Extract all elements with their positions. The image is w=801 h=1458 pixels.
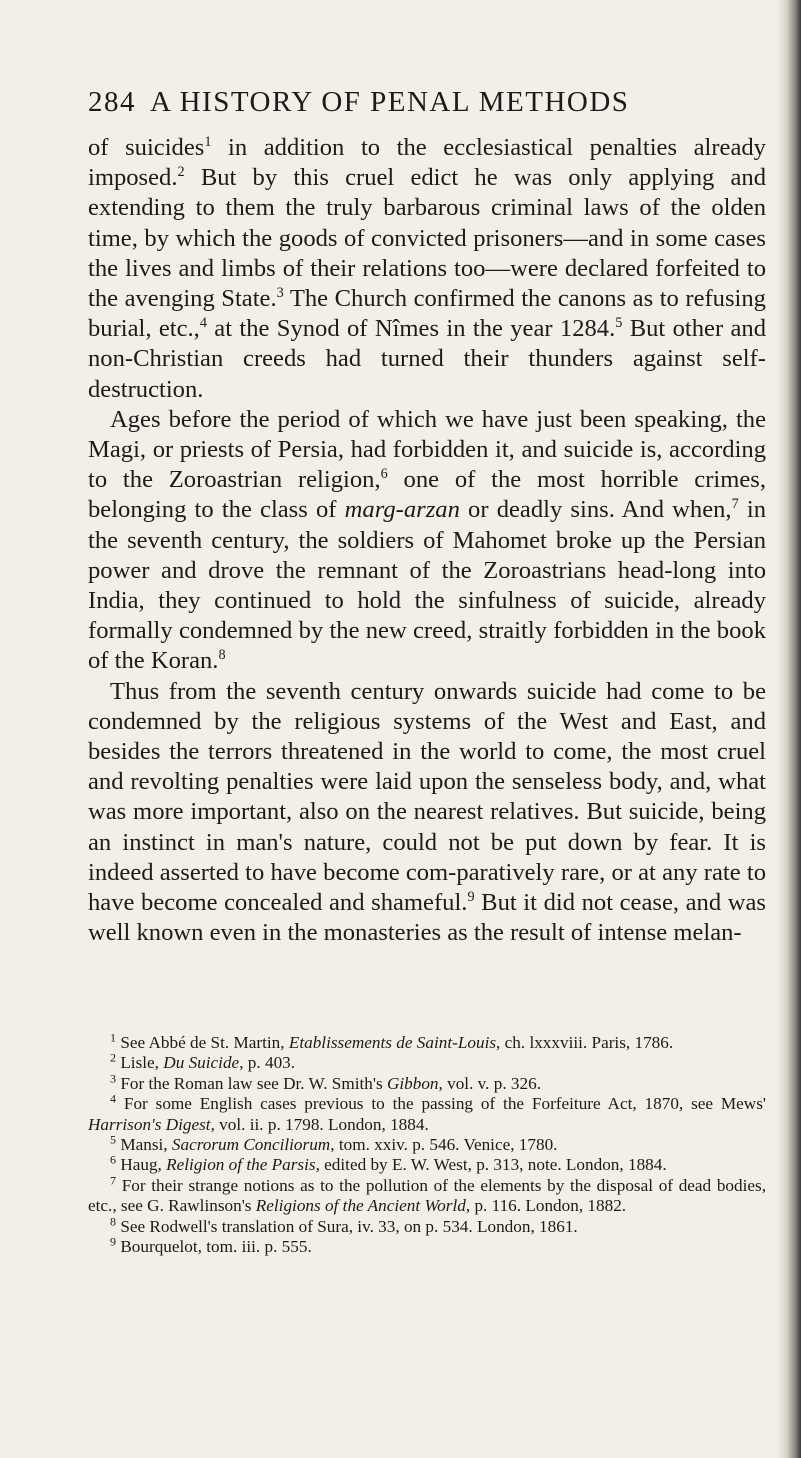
work-title: Gibbon [386, 1073, 439, 1093]
text-run: Lisle, [120, 1053, 164, 1073]
paragraph-3 [88, 677, 766, 949]
footnote-ref: 7 [731, 496, 739, 513]
footnote [88, 1152, 766, 1175]
text-run: , vol. ii. p. 1798. London, 1884. [210, 1114, 429, 1134]
text-run: See Abbé de St. Martin, [120, 1033, 289, 1052]
footnote [88, 1173, 767, 1217]
text-run: in the seventh century, the soldiers of Mahomet broke up the Persian power and drove the remnant of the Zoroastrians head-long into India, they continued to hold the sinfulness of suicide, already formally condemned by the new creed, straitly forbidden in the book of the Koran. [88, 496, 766, 675]
footnote-ref: 5 [615, 315, 623, 332]
text-run: For the Roman law see Dr. W. Smith's [120, 1073, 387, 1093]
footnote-number: 1 [110, 1030, 117, 1045]
text-run: Ages before the period of which we have just been speaking, the Magi, or priests of Persia, had forbidden it, and suicide is, according to the Zoroastrian religion, [88, 405, 766, 494]
running-header [88, 86, 748, 119]
footnote-number: 7 [110, 1173, 117, 1188]
work-title: Religions of the Ancient World [255, 1196, 466, 1216]
text-run: Haug, [120, 1155, 167, 1175]
footnote-ref: 2 [177, 164, 185, 181]
footnote-number: 5 [110, 1132, 117, 1147]
running-title: A HISTORY OF PENAL METHODS [150, 86, 630, 118]
text-run: But other and non-Christian creeds had turned their thunders against self-destruction. [88, 315, 767, 403]
footnote-ref: 3 [276, 284, 284, 301]
footnote [88, 1234, 766, 1257]
footnote-number: 8 [110, 1213, 117, 1228]
footnote-ref: 8 [218, 647, 226, 664]
work-title: Religion of the Parsis [166, 1155, 316, 1175]
text-run: Bourquelot, tom. iii. p. 555. [120, 1237, 312, 1257]
italic-term: marg-arzan [344, 496, 460, 524]
text-run: at the Synod of Nîmes in the year 1284. [206, 315, 616, 343]
text-run: Thus from the seventh century onwards suicide had come to be condemned by the religious systems of the West and East, and besides the terrors threatened in the world to come, the most cruel and revolting penalties were laid upon the senseless body, and, what was more important, also on the nearest relatives. But suicide, being an instinct in man's nature, could not be put down by fear. It is indeed asserted to have become com-paratively rare, or at any rate to have become concealed and shameful. [88, 677, 766, 917]
work-title: Du Suicide [163, 1053, 240, 1073]
footnote [88, 1071, 766, 1094]
text-run: But it did not cease, and was well known even in the monasteries as the result of intense melan- [88, 889, 766, 947]
text-run: The Church confirmed the canons as to refusing burial, etc., [88, 285, 766, 343]
footnote-ref: 1 [204, 133, 212, 150]
footnote-number: 6 [110, 1152, 117, 1167]
footnote-number: 3 [110, 1071, 117, 1086]
text-run: See Rodwell's translation of Sura, iv. 33, on p. 534. London, 1861. [120, 1216, 578, 1236]
footnote-ref: 6 [380, 466, 388, 483]
text-run: Mansi, [120, 1135, 172, 1155]
footnote [88, 1213, 766, 1237]
work-title: Harrison's Digest [88, 1114, 211, 1134]
footnotes [88, 1030, 767, 1257]
footnote [88, 1132, 766, 1155]
text-run: , tom. xxiv. p. 546. Venice, 1780. [330, 1135, 558, 1155]
text-run: one of the most horrible crimes, belonging to the class of [88, 466, 766, 524]
text-run: , p. 116. London, 1882. [465, 1196, 627, 1216]
work-title: Sacrorum Conciliorum [171, 1135, 331, 1155]
footnote [88, 1091, 766, 1135]
text-run: But by this cruel edict he was only applying and extending to them the truly barbarous criminal laws of the olden time, by which the goods of convicted prisoners—and in some cases the lives and limbs of their relations too—were declared forfeited to the avenging State. [88, 164, 766, 313]
footnote [88, 1050, 766, 1073]
footnote-number: 2 [110, 1050, 117, 1065]
text-run: or deadly sins. And when, [459, 496, 732, 524]
text-run: For some English cases previous to the passing of the Forfeiture Act, 1870, see Mews' [123, 1094, 766, 1114]
footnote-number: 4 [110, 1091, 117, 1106]
paragraph-2 [88, 405, 766, 677]
text-run: , vol. v. p. 326. [438, 1073, 542, 1093]
footnote [88, 1030, 766, 1053]
text-run: of suicides [88, 134, 205, 161]
footnote-number: 9 [110, 1234, 117, 1249]
text-run: , p. 403. [239, 1053, 296, 1073]
footnote-ref: 9 [467, 888, 475, 905]
work-title: Etablissements de Saint-Louis [288, 1033, 497, 1052]
text-run: in addition to the ecclesiastical penalties already imposed. [88, 134, 766, 192]
main-text [88, 133, 766, 948]
text-run: For their strange notions as to the pollution of the elements by the disposal of dead bodies, etc., see G. Rawlinson's [88, 1175, 767, 1216]
text-run: , ch. lxxxviii. Paris, 1786. [496, 1033, 674, 1052]
page-number: 284 [88, 86, 136, 118]
paragraph-1 [88, 133, 766, 405]
text-run: , edited by E. W. West, p. 313, note. London, 1884. [315, 1155, 667, 1175]
page-edge-shadow [777, 0, 801, 1458]
footnote-ref: 4 [199, 315, 207, 332]
